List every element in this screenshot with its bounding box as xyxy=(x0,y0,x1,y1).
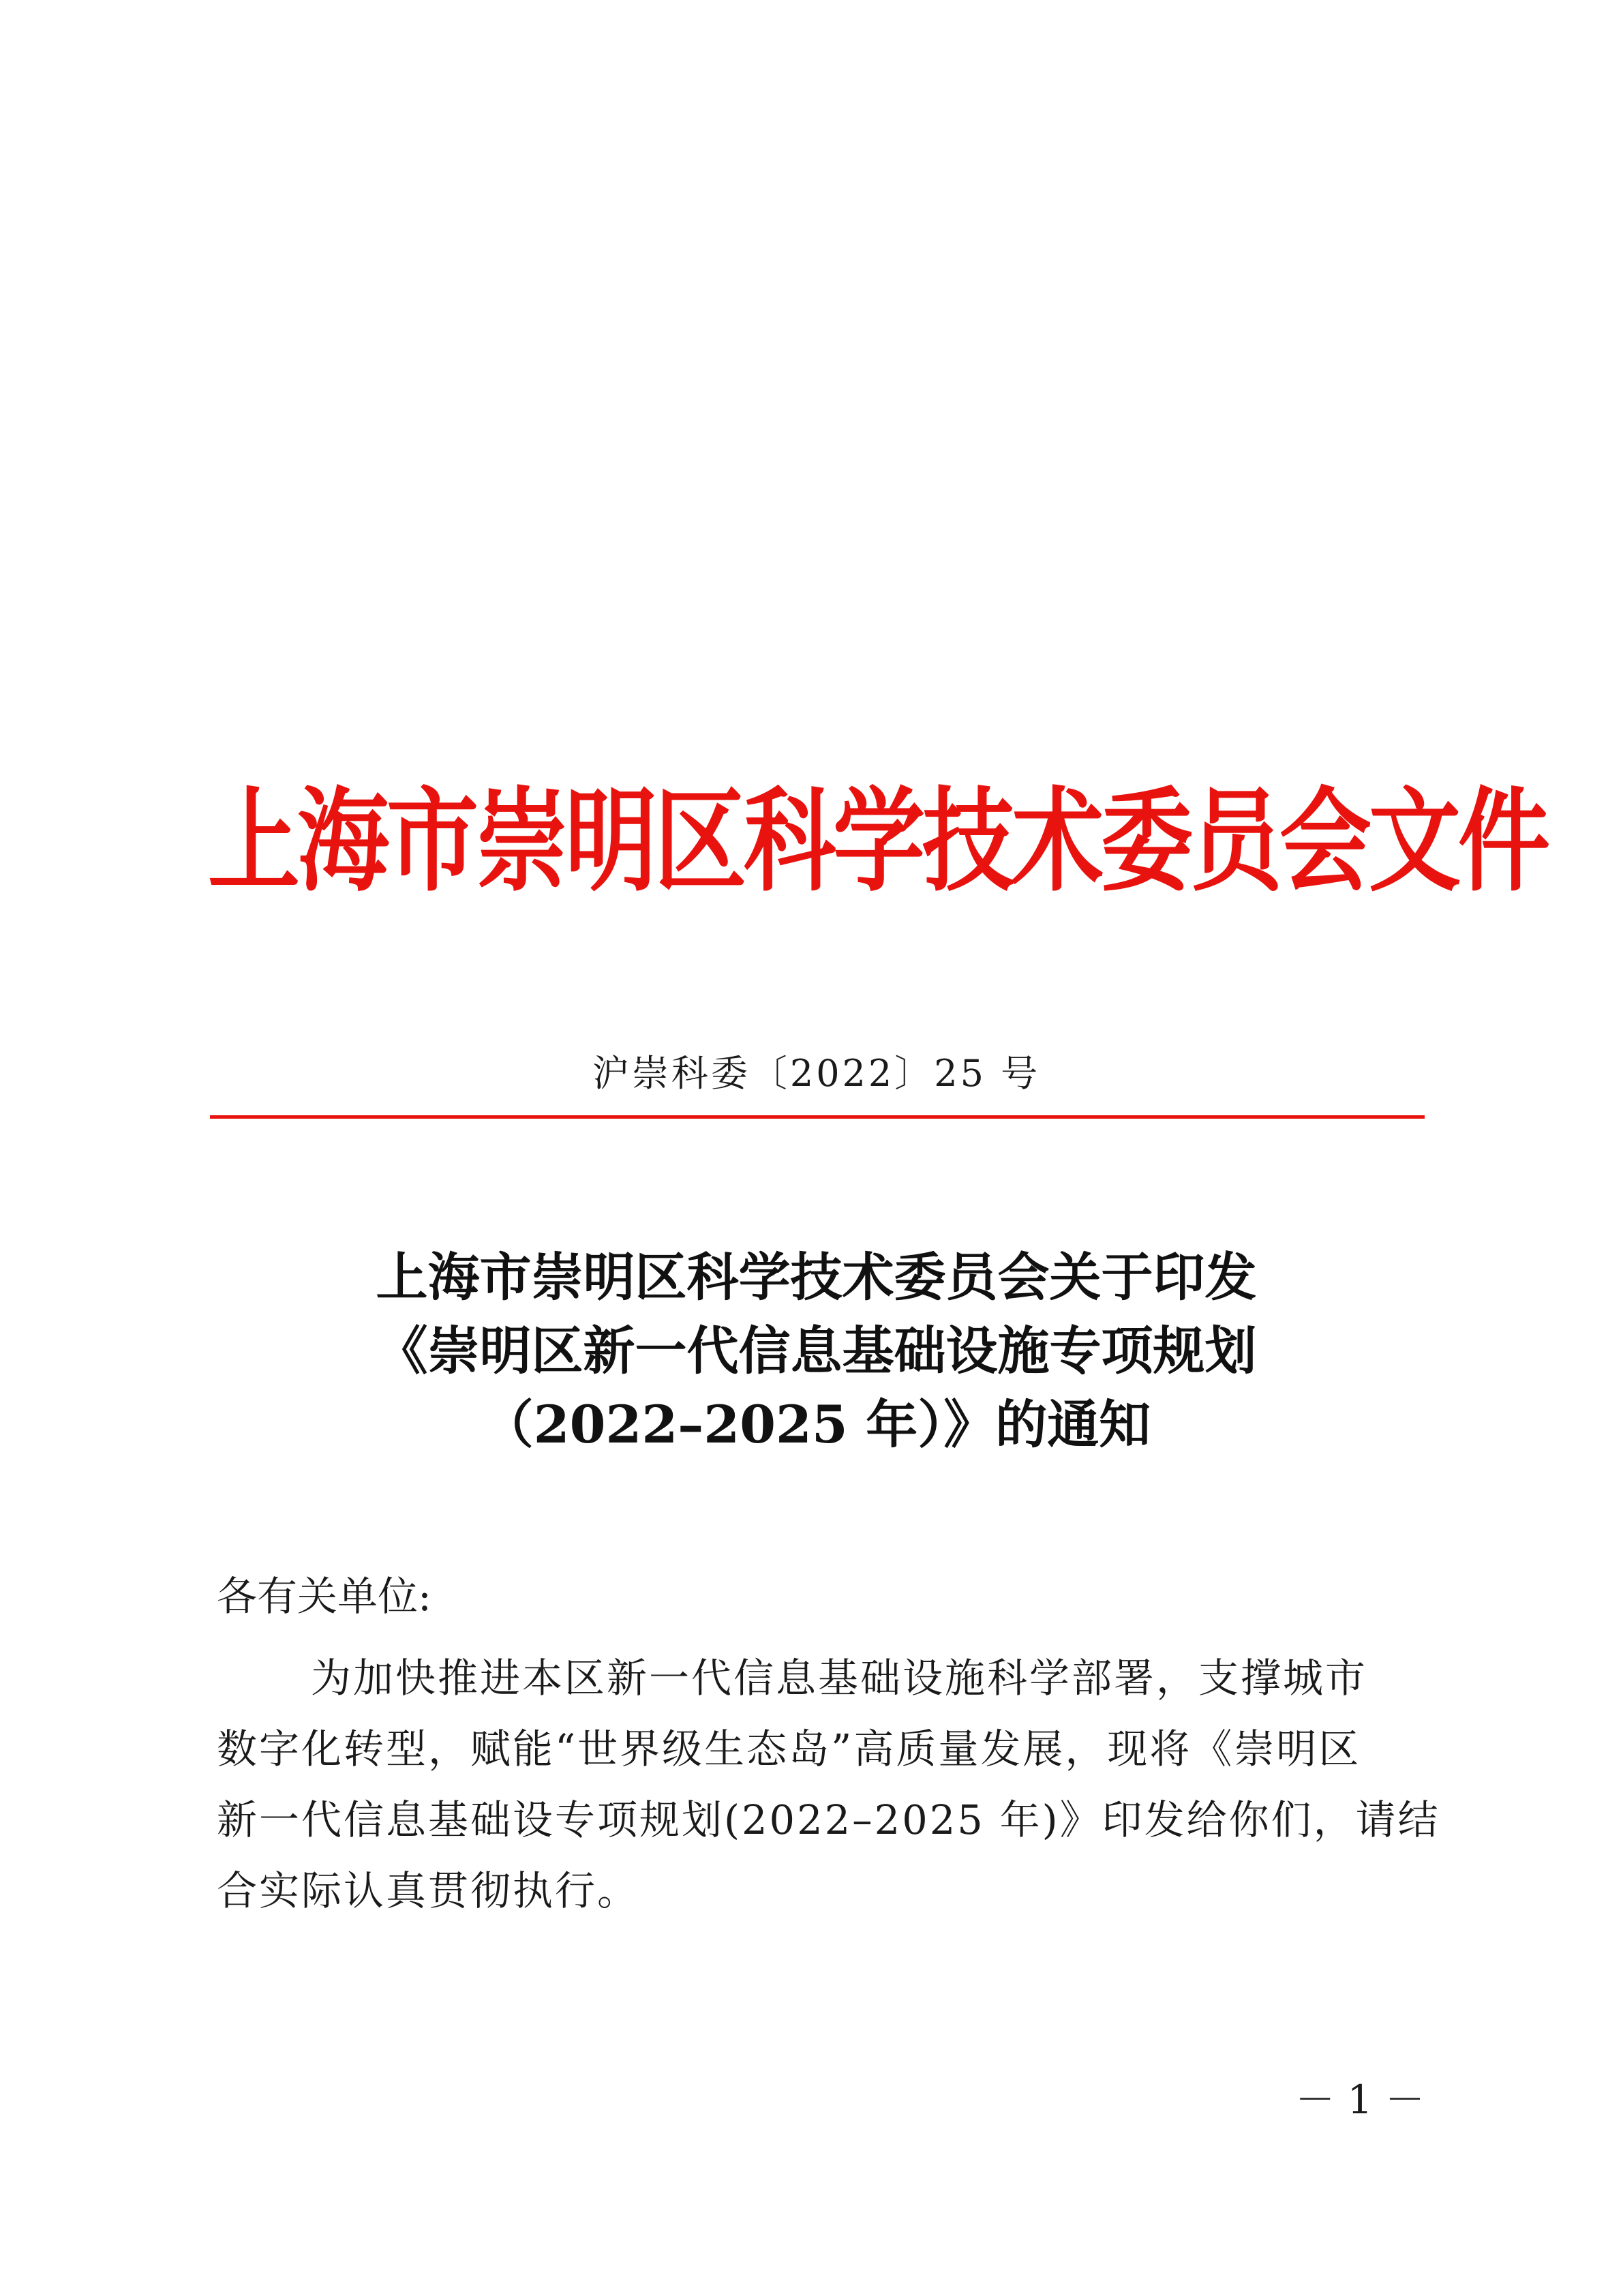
salutation: 各有关单位: xyxy=(217,1573,431,1620)
body-line-3: 新一代信息基础设专项规划(2022–2025 年)》印发给你们，请结 xyxy=(217,1796,1440,1843)
body-line-4: 合实际认真贯彻执行。 xyxy=(217,1867,640,1914)
body-line-2: 数字化转型，赋能“世界级生态岛”高质量发展，现将《崇明区 xyxy=(217,1725,1361,1772)
issuer-header-title: 上海市崇明区科学技术委员会文件 xyxy=(208,776,1547,907)
notice-body-paragraph xyxy=(217,1643,1440,1927)
notice-title-line-2: 《崇明区新一代信息基础设施专项规划 xyxy=(376,1320,1257,1381)
notice-title-line-3: （2022–2025 年）》的通知 xyxy=(481,1394,1151,1455)
body-line-1: 为加快推进本区新一代信息基础设施科学部署，支撑城市 xyxy=(311,1655,1368,1702)
notice-title-line-1: 上海市崇明区科学技术委员会关于印发 xyxy=(376,1247,1257,1308)
notice-title xyxy=(208,1241,1425,1462)
document-number: 沪崇科委〔2022〕25 号 xyxy=(592,1052,1041,1095)
red-divider-line xyxy=(210,1115,1425,1119)
page-number: － 1 － xyxy=(1295,2076,1425,2123)
